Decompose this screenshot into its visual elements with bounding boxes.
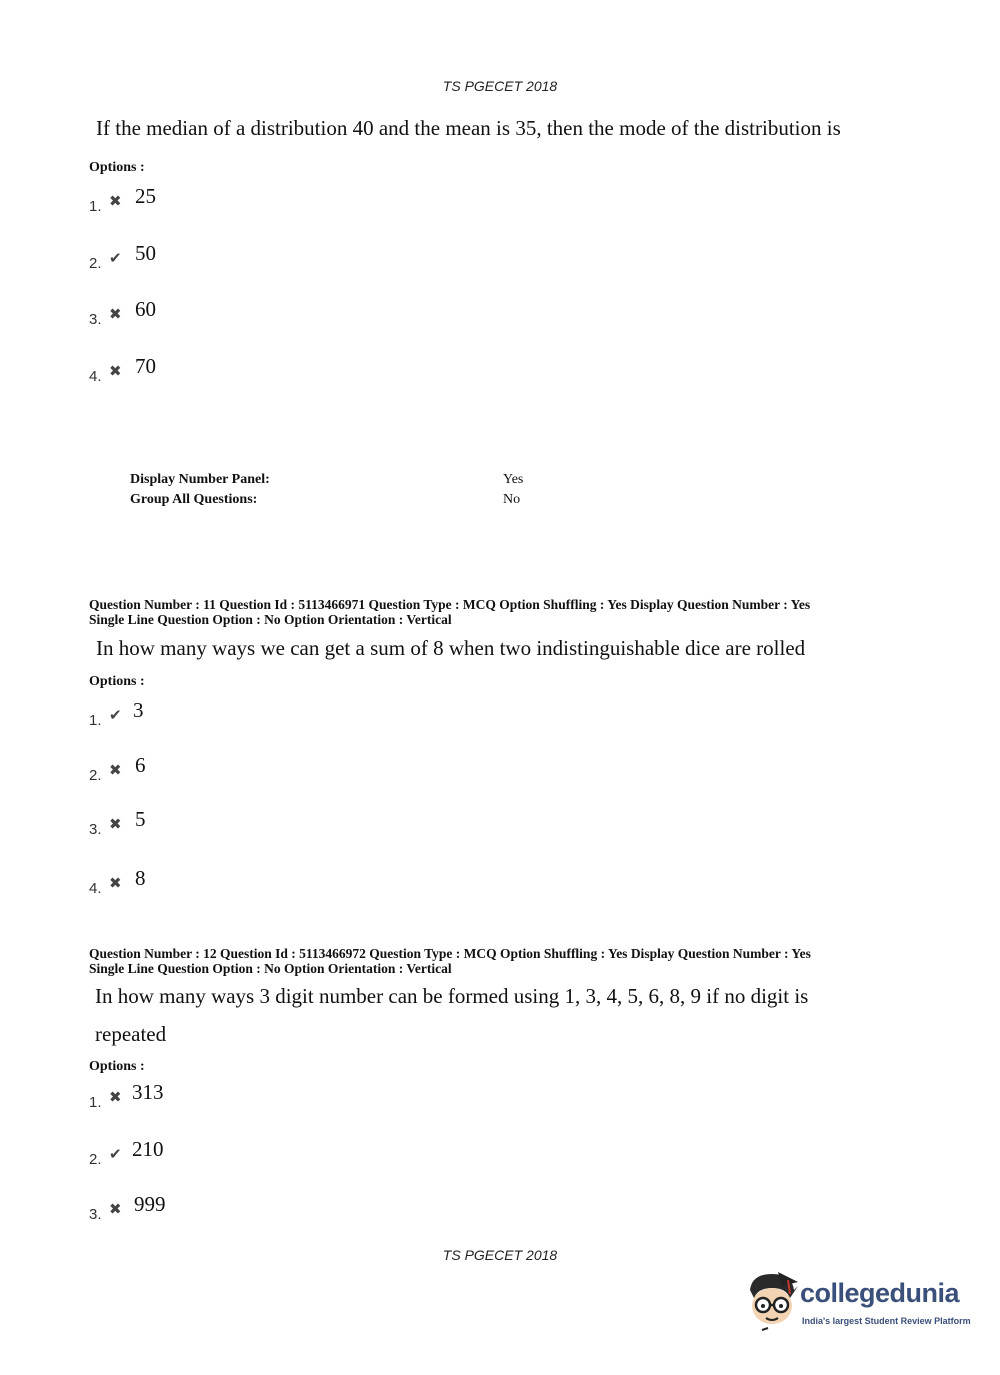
option-number: 1. [89,712,102,729]
option-value: 5 [135,807,146,831]
question-12-text-line-1: In how many ways 3 digit number can be formed using 1, 3, 4, 5, 6, 8, 9 if no digit is [95,984,809,1008]
collegedunia-logo [742,1268,972,1340]
option-value: 25 [135,184,156,208]
logo-brand-text: collegedunia [800,1278,960,1308]
display-number-panel-value: Yes [503,472,524,487]
check-icon: ✔ [109,249,122,267]
group-all-questions-label: Group All Questions: [130,492,258,507]
check-icon: ✔ [109,1145,122,1163]
cross-icon: ✖ [109,192,122,210]
option-value: 50 [135,241,156,265]
check-icon: ✔ [109,706,122,724]
option-number: 1. [89,198,102,215]
option-value: 8 [135,866,146,890]
logo-tagline: India's largest Student Review Platform [802,1316,971,1326]
question-10-text: If the median of a distribution 40 and the mean is 35, then the mode of the distribution is [96,116,841,140]
option-value: 60 [135,297,156,321]
cross-icon: ✖ [109,362,122,380]
page-footer: TS PGECET 2018 [442,1247,558,1263]
option-value: 6 [135,753,146,777]
display-number-panel-label: Display Number Panel: [130,472,270,487]
q11-meta-line-1: Question Number : 11 Question Id : 5113466971 Question Type : MCQ Option Shuffling : Yes Display Question Number : Yes [89,597,811,612]
option-number: 4. [89,368,102,385]
option-value: 210 [132,1137,164,1161]
cross-icon: ✖ [109,1088,122,1106]
question-11-text: In how many ways we can get a sum of 8 when two indistinguishable dice are rolled [96,636,806,660]
q11-options-label: Options : [89,674,145,689]
cross-icon: ✖ [109,1200,122,1218]
q10-options-label: Options : [89,160,145,175]
group-all-questions-value: No [503,492,521,507]
question-12-text-line-2: repeated [95,1022,167,1046]
option-number: 3. [89,1206,102,1223]
option-number: 2. [89,255,102,272]
q11-meta-line-2: Single Line Question Option : No Option Orientation : Vertical [89,612,452,627]
option-value: 313 [132,1080,164,1104]
cross-icon: ✖ [109,305,122,323]
cross-icon: ✖ [109,815,122,833]
option-value: 999 [134,1192,166,1216]
option-number: 2. [89,767,102,784]
option-value: 3 [133,698,144,722]
option-number: 3. [89,311,102,328]
option-value: 70 [135,354,156,378]
option-number: 3. [89,821,102,838]
q12-meta-line-1: Question Number : 12 Question Id : 5113466972 Question Type : MCQ Option Shuffling : Yes Display Question Number : Yes [89,946,811,961]
option-number: 1. [89,1094,102,1111]
cross-icon: ✖ [109,874,122,892]
q12-meta-line-2: Single Line Question Option : No Option Orientation : Vertical [89,961,452,976]
mascot-icon [742,1268,802,1338]
page-header: TS PGECET 2018 [442,78,558,94]
option-number: 4. [89,880,102,897]
option-number: 2. [89,1151,102,1168]
cross-icon: ✖ [109,761,122,779]
q12-options-label: Options : [89,1059,145,1074]
